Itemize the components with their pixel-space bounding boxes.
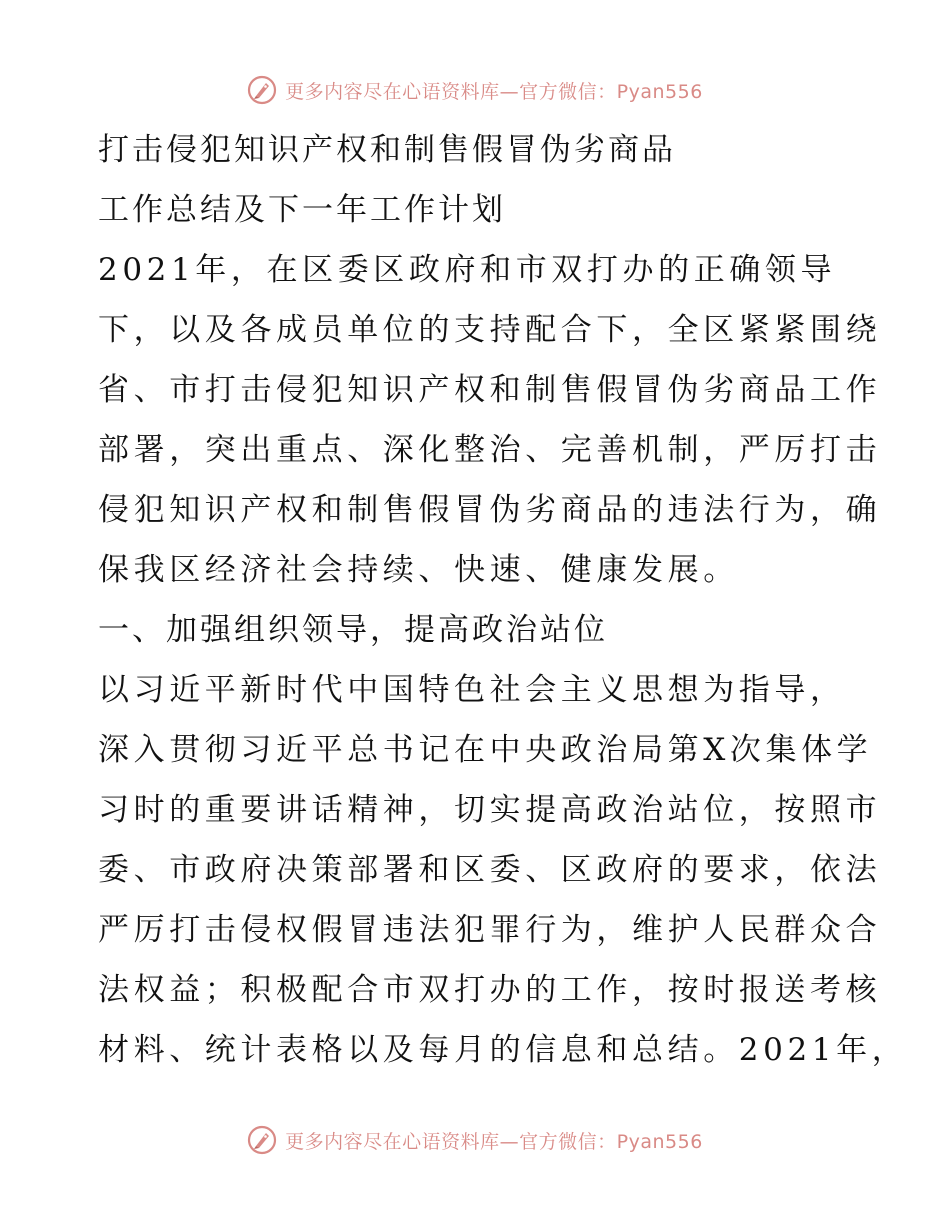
paragraph-line: 法权益；积极配合市双打办的工作，按时报送考核 bbox=[98, 972, 882, 1008]
pen-nib-logo-icon bbox=[247, 1125, 277, 1155]
pen-nib-logo-icon bbox=[247, 75, 277, 105]
document-title-line-2: 工作总结及下一年工作计划 bbox=[98, 192, 506, 228]
document-title-line-1: 打击侵犯知识产权和制售假冒伪劣商品 bbox=[98, 132, 676, 168]
paragraph-line: 下，以及各成员单位的支持配合下，全区紧紧围绕 bbox=[98, 312, 882, 348]
paragraph-line: 省、市打击侵犯知识产权和制售假冒伪劣商品工作 bbox=[98, 372, 882, 408]
document-body bbox=[98, 120, 908, 1080]
paragraph-line: 深入贯彻习近平总书记在中央政治局第X次集体学 bbox=[98, 732, 873, 768]
watermark-text: 更多内容尽在心语资料库—官方微信：Pyan556 bbox=[285, 1130, 703, 1153]
watermark-text: 更多内容尽在心语资料库—官方微信：Pyan556 bbox=[285, 80, 703, 103]
paragraph-line: 材料、统计表格以及每月的信息和总结。2021年， bbox=[98, 1032, 908, 1068]
section-heading: 一、加强组织领导，提高政治站位 bbox=[98, 612, 608, 648]
paragraph-line: 2021年，在区委区政府和市双打办的正确领导 bbox=[98, 252, 837, 288]
paragraph-line: 以习近平新时代中国特色社会主义思想为指导， bbox=[98, 672, 846, 708]
paragraph-line: 委、市政府决策部署和区委、区政府的要求，依法 bbox=[98, 852, 882, 888]
footer-watermark bbox=[0, 1120, 950, 1160]
paragraph-line: 习时的重要讲话精神，切实提高政治站位，按照市 bbox=[98, 792, 882, 828]
paragraph-line: 保我区经济社会持续、快速、健康发展。 bbox=[98, 552, 739, 588]
paragraph-line: 侵犯知识产权和制售假冒伪劣商品的违法行为，确 bbox=[98, 492, 882, 528]
paragraph-line: 部署，突出重点、深化整治、完善机制，严厉打击 bbox=[98, 432, 882, 468]
paragraph-line: 严厉打击侵权假冒违法犯罪行为，维护人民群众合 bbox=[98, 912, 882, 948]
header-watermark bbox=[0, 70, 950, 110]
